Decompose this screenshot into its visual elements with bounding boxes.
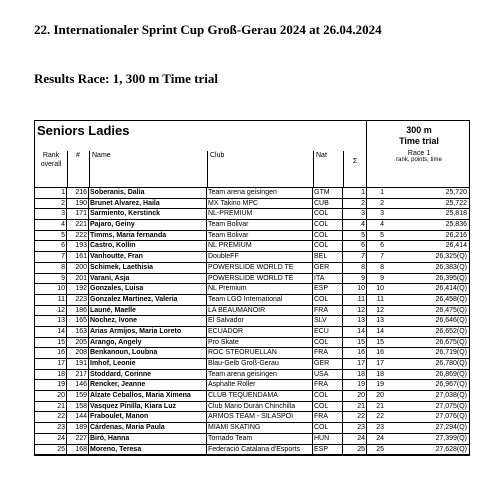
nationality-cell: HUN bbox=[313, 434, 343, 444]
club-cell: Blau-Gelb Groß-Gerau bbox=[207, 359, 313, 369]
category-header bbox=[35, 121, 367, 187]
bib-number-cell: 190 bbox=[67, 199, 89, 209]
bib-number-cell: 144 bbox=[67, 412, 89, 422]
name-cell: Benkanoun, Loubna bbox=[89, 348, 207, 358]
nationality-cell: COL bbox=[313, 338, 343, 348]
table-row bbox=[35, 327, 469, 338]
nationality-cell: COL bbox=[313, 423, 343, 433]
bib-number-cell: 159 bbox=[67, 391, 89, 401]
bib-number-cell: 168 bbox=[67, 445, 89, 455]
race-time-cell: 26,414 bbox=[445, 242, 467, 250]
table-row bbox=[35, 338, 469, 349]
rank-cell: 6 bbox=[35, 241, 67, 251]
col-number-header: # bbox=[76, 152, 80, 159]
name-cell: Pajaro, Geiny bbox=[89, 220, 207, 230]
rank-cell: 12 bbox=[35, 306, 67, 316]
race-rank-cell: 4 bbox=[380, 221, 384, 229]
race-time-cell: 27,038(Q) bbox=[435, 392, 467, 400]
table-row bbox=[35, 402, 469, 413]
bib-number-cell: 201 bbox=[67, 274, 89, 284]
header-divider bbox=[313, 151, 314, 187]
sigma-cell: 11 bbox=[343, 295, 367, 305]
race-rank-cell: 2 bbox=[380, 199, 384, 207]
nationality-cell: BEL bbox=[313, 252, 343, 262]
name-cell: Vanhoutte, Fran bbox=[89, 252, 207, 262]
table-row bbox=[35, 359, 469, 370]
name-cell: Castro, Kollin bbox=[89, 241, 207, 251]
race-rank-cell: 10 bbox=[376, 285, 384, 293]
race-time-cell: 27,399(Q) bbox=[435, 434, 467, 442]
race-rank-cell: 24 bbox=[376, 434, 384, 442]
race-rank-cell: 14 bbox=[376, 327, 384, 335]
col-nat-header: Nat bbox=[316, 152, 327, 159]
name-cell: Imhof, Leonie bbox=[89, 359, 207, 369]
rank-cell: 1 bbox=[35, 188, 67, 198]
sigma-cell: 15 bbox=[343, 338, 367, 348]
club-cell: Team Bolivar bbox=[207, 231, 313, 241]
race-rank-cell: 13 bbox=[376, 317, 384, 325]
race-time-cell: 26,414(Q) bbox=[435, 285, 467, 293]
rank-cell: 9 bbox=[35, 274, 67, 284]
name-cell: Schimek, Laethisia bbox=[89, 263, 207, 273]
race-time-cell: 25,818 bbox=[445, 210, 467, 218]
name-cell: Gonzales, Luisa bbox=[89, 284, 207, 294]
name-cell: Varani, Asja bbox=[89, 274, 207, 284]
club-cell: POWERSLIDE WORLD TE bbox=[207, 263, 313, 273]
rank-cell: 13 bbox=[35, 316, 67, 326]
results-table bbox=[34, 120, 470, 456]
bib-number-cell: 227 bbox=[67, 434, 89, 444]
bib-number-cell: 192 bbox=[67, 284, 89, 294]
club-cell: Team arena geisingen bbox=[207, 188, 313, 198]
table-row bbox=[35, 295, 469, 306]
header-divider bbox=[207, 151, 208, 187]
race-rank-cell: 12 bbox=[376, 306, 384, 314]
club-cell: ECUADOR bbox=[207, 327, 313, 337]
race-time-cell: 26,967(Q) bbox=[435, 381, 467, 389]
table-row bbox=[35, 316, 469, 327]
nationality-cell: GER bbox=[313, 263, 343, 273]
bib-number-cell: 165 bbox=[67, 316, 89, 326]
race-rank-cell: 8 bbox=[380, 263, 384, 271]
table-row bbox=[35, 380, 469, 391]
table-row bbox=[35, 370, 469, 381]
nationality-cell: USA bbox=[313, 370, 343, 380]
rank-cell: 14 bbox=[35, 327, 67, 337]
race-time-cell: 26,869(Q) bbox=[435, 370, 467, 378]
table-row bbox=[35, 188, 469, 199]
club-cell: Team Bolivar bbox=[207, 220, 313, 230]
sigma-cell: 22 bbox=[343, 412, 367, 422]
table-row bbox=[35, 348, 469, 359]
nationality-cell: FRA bbox=[313, 348, 343, 358]
rank-cell: 22 bbox=[35, 412, 67, 422]
rank-cell: 18 bbox=[35, 370, 67, 380]
results-subheading: Results Race: 1, 300 m Time trial bbox=[34, 71, 219, 86]
rank-cell: 17 bbox=[35, 359, 67, 369]
col-name-header: Name bbox=[92, 152, 111, 159]
race-time-cell: 27,294(Q) bbox=[435, 424, 467, 432]
name-cell: Soberanis, Dalia bbox=[89, 188, 207, 198]
table-header bbox=[35, 121, 469, 188]
nationality-cell: COL bbox=[313, 241, 343, 251]
race-time-cell: 25,720 bbox=[445, 189, 467, 196]
race-rank-cell: 25 bbox=[376, 445, 384, 453]
nationality-cell: GTM bbox=[313, 188, 343, 198]
sigma-cell: 12 bbox=[343, 306, 367, 316]
race-rank-cell: 3 bbox=[380, 210, 384, 218]
sigma-cell: 4 bbox=[343, 220, 367, 230]
race-rank-cell: 17 bbox=[376, 360, 384, 367]
club-cell: MIAMI SKATING bbox=[207, 423, 313, 433]
nationality-cell: COL bbox=[313, 209, 343, 219]
club-cell: Team LGO International bbox=[207, 295, 313, 305]
sigma-cell: 8 bbox=[343, 263, 367, 273]
name-cell: Nochez, Ivone bbox=[89, 316, 207, 326]
rank-cell: 3 bbox=[35, 209, 67, 219]
table-row bbox=[35, 423, 469, 434]
race-rank-cell: 22 bbox=[376, 413, 384, 421]
name-cell: Sarmiento, Kerstinck bbox=[89, 209, 207, 219]
table-row bbox=[35, 412, 469, 423]
race-header bbox=[367, 121, 471, 187]
header-divider bbox=[343, 151, 344, 187]
club-cell: MX Takino MPC bbox=[207, 199, 313, 209]
club-cell: Team arena geisingen bbox=[207, 370, 313, 380]
race-columns-description: rank, points, time bbox=[396, 157, 442, 163]
nationality-cell: COL bbox=[313, 231, 343, 241]
race-time-cell: 26,780(Q) bbox=[435, 360, 467, 367]
table-row bbox=[35, 263, 469, 274]
nationality-cell: SLV bbox=[313, 316, 343, 326]
name-cell: Gonzalez Martinez, Valeria bbox=[89, 295, 207, 305]
rank-cell: 16 bbox=[35, 348, 67, 358]
nationality-cell: COL bbox=[313, 220, 343, 230]
nationality-cell: ITA bbox=[313, 274, 343, 284]
table-row bbox=[35, 391, 469, 402]
table-row bbox=[35, 284, 469, 295]
table-row bbox=[35, 241, 469, 252]
nationality-cell: ESP bbox=[313, 284, 343, 294]
col-rank-header: Rank overall bbox=[40, 152, 62, 168]
race-time-cell: 26,216 bbox=[445, 231, 467, 239]
race-time-cell: 27,075(Q) bbox=[435, 402, 467, 410]
race-rank-cell: 19 bbox=[376, 381, 384, 389]
rank-cell: 4 bbox=[35, 220, 67, 230]
table-row bbox=[35, 231, 469, 242]
name-cell: Arango, Angely bbox=[89, 338, 207, 348]
race-time-cell: 26,458(Q) bbox=[435, 295, 467, 303]
rank-cell: 23 bbox=[35, 423, 67, 433]
club-cell: El Salvador bbox=[207, 316, 313, 326]
table-row bbox=[35, 209, 469, 220]
rank-cell: 20 bbox=[35, 391, 67, 401]
name-cell: Fraboulet, Manon bbox=[89, 412, 207, 422]
nationality-cell: FRA bbox=[313, 306, 343, 316]
race-time-cell: 26,325(Q) bbox=[435, 253, 467, 261]
club-cell: Asphalte Roller bbox=[207, 380, 313, 390]
race-rank-cell: 20 bbox=[376, 392, 384, 400]
rank-cell: 24 bbox=[35, 434, 67, 444]
sigma-cell: 21 bbox=[343, 402, 367, 412]
table-row bbox=[35, 434, 469, 445]
race-rank-cell: 11 bbox=[376, 295, 384, 303]
bib-number-cell: 158 bbox=[67, 402, 89, 412]
race-rank-cell: 16 bbox=[376, 349, 384, 357]
race-time-cell: 27,628(Q) bbox=[435, 445, 467, 453]
race-rank-cell: 21 bbox=[376, 402, 384, 410]
club-cell: DoubleFF bbox=[207, 252, 313, 262]
sigma-cell: 13 bbox=[343, 316, 367, 326]
table-row bbox=[35, 306, 469, 317]
table-row bbox=[35, 252, 469, 263]
rank-cell: 19 bbox=[35, 380, 67, 390]
bib-number-cell: 205 bbox=[67, 338, 89, 348]
bib-number-cell: 189 bbox=[67, 423, 89, 433]
sigma-cell: 23 bbox=[343, 423, 367, 433]
race-time-cell: 26,719(Q) bbox=[435, 349, 467, 357]
sigma-cell: 25 bbox=[343, 445, 367, 455]
race-distance: 300 m bbox=[406, 125, 432, 135]
race-type: Time trial bbox=[399, 136, 439, 146]
header-divider bbox=[67, 151, 68, 187]
race-rank-cell: 9 bbox=[380, 274, 384, 282]
club-cell: CLUB TEQUENDAMA bbox=[207, 391, 313, 401]
race-rank-cell: 6 bbox=[380, 242, 384, 250]
club-cell: NL PREMIUM bbox=[207, 241, 313, 251]
sigma-cell: 18 bbox=[343, 370, 367, 380]
bib-number-cell: 200 bbox=[67, 263, 89, 273]
bib-number-cell: 193 bbox=[67, 241, 89, 251]
rank-cell: 15 bbox=[35, 338, 67, 348]
name-cell: Launé, Maelle bbox=[89, 306, 207, 316]
race-rank-cell: 7 bbox=[380, 253, 384, 261]
club-cell: Club Mario Durán Chinchilla bbox=[207, 402, 313, 412]
race-time-cell: 27,076(Q) bbox=[435, 413, 467, 421]
nationality-cell: ECU bbox=[313, 327, 343, 337]
nationality-cell: ESP bbox=[313, 445, 343, 455]
col-club-header: Club bbox=[210, 152, 225, 159]
race-number: Race 1 bbox=[407, 150, 431, 157]
race-time-cell: 25,722 bbox=[445, 199, 467, 207]
club-cell: LA BEAUMANOIR bbox=[207, 306, 313, 316]
race-rank-cell: 23 bbox=[376, 424, 384, 432]
sigma-cell: 17 bbox=[343, 359, 367, 369]
race-time-cell: 26,383(Q) bbox=[435, 263, 467, 271]
club-cell: POWERSLIDE WORLD TE bbox=[207, 274, 313, 284]
bib-number-cell: 191 bbox=[67, 359, 89, 369]
rank-cell: 5 bbox=[35, 231, 67, 241]
race-time-cell: 26,395(Q) bbox=[435, 274, 467, 282]
rank-cell: 21 bbox=[35, 402, 67, 412]
name-cell: Alzate Ceballos, Maria Ximena bbox=[89, 391, 207, 401]
bib-number-cell: 186 bbox=[67, 306, 89, 316]
name-cell: Biró, Hanna bbox=[89, 434, 207, 444]
rank-cell: 10 bbox=[35, 284, 67, 294]
name-cell: Moreno, Teresa bbox=[89, 445, 207, 455]
name-cell: Brunet Alvarez, Haila bbox=[89, 199, 207, 209]
race-time-cell: 26,652(Q) bbox=[435, 327, 467, 335]
sigma-cell: 24 bbox=[343, 434, 367, 444]
rank-cell: 8 bbox=[35, 263, 67, 273]
bib-number-cell: 223 bbox=[67, 295, 89, 305]
sigma-cell: 2 bbox=[343, 199, 367, 209]
rank-cell: 7 bbox=[35, 252, 67, 262]
name-cell: Cárdenas, Maria Paula bbox=[89, 423, 207, 433]
name-cell: Arias Armijos, Maria Loreto bbox=[89, 327, 207, 337]
race-time-cell: 26,675(Q) bbox=[435, 338, 467, 346]
bib-number-cell: 163 bbox=[67, 327, 89, 337]
club-cell: NL-PREMIUM bbox=[207, 209, 313, 219]
table-row bbox=[35, 445, 469, 456]
header-divider bbox=[89, 151, 90, 187]
sigma-cell: 16 bbox=[343, 348, 367, 358]
nationality-cell: FRA bbox=[313, 380, 343, 390]
document-heading: 22. Internationaler Sprint Cup Groß-Gerau 2024 at 26.04.2024 bbox=[34, 22, 382, 37]
race-time-cell: 25,836 bbox=[445, 221, 467, 229]
race-time-cell: 26,646(Q) bbox=[435, 317, 467, 325]
bib-number-cell: 171 bbox=[67, 209, 89, 219]
sigma-cell: 7 bbox=[343, 252, 367, 262]
rank-cell: 2 bbox=[35, 199, 67, 209]
nationality-cell: COL bbox=[313, 295, 343, 305]
sigma-cell: 1 bbox=[343, 188, 367, 198]
name-cell: Rencker, Jeanne bbox=[89, 380, 207, 390]
sigma-cell: 6 bbox=[343, 241, 367, 251]
table-row bbox=[35, 220, 469, 231]
club-cell: ROC STEORUELLAN bbox=[207, 348, 313, 358]
sigma-cell: 19 bbox=[343, 380, 367, 390]
sigma-cell: 9 bbox=[343, 274, 367, 284]
nationality-cell: COL bbox=[313, 402, 343, 412]
nationality-cell: GER bbox=[313, 359, 343, 369]
nationality-cell: CUB bbox=[313, 199, 343, 209]
sigma-cell: 14 bbox=[343, 327, 367, 337]
race-rank-cell: 15 bbox=[376, 338, 384, 346]
nationality-cell: FRA bbox=[313, 412, 343, 422]
bib-number-cell: 222 bbox=[67, 231, 89, 241]
club-cell: Pro Skate bbox=[207, 338, 313, 348]
sigma-cell: 20 bbox=[343, 391, 367, 401]
race-time-cell: 26,475(Q) bbox=[435, 306, 467, 314]
table-row bbox=[35, 274, 469, 285]
bib-number-cell: 216 bbox=[67, 188, 89, 198]
race-rank-cell: 5 bbox=[380, 231, 384, 239]
category-title: Seniors Ladies bbox=[37, 123, 130, 138]
bib-number-cell: 208 bbox=[67, 348, 89, 358]
race-rank-cell: 1 bbox=[380, 189, 384, 196]
name-cell: Vasquez Pinilla, Kiara Luz bbox=[89, 402, 207, 412]
table-body bbox=[35, 188, 469, 455]
nationality-cell: COL bbox=[313, 391, 343, 401]
name-cell: Timms, Maria fernanda bbox=[89, 231, 207, 241]
name-cell: Stoddard, Corinne bbox=[89, 370, 207, 380]
club-cell: Federació Catalana d'Esports bbox=[207, 445, 313, 455]
sigma-cell: 3 bbox=[343, 209, 367, 219]
sigma-cell: 5 bbox=[343, 231, 367, 241]
col-sigma-header: Σ bbox=[352, 158, 358, 165]
rank-cell: 25 bbox=[35, 445, 67, 455]
bib-number-cell: 217 bbox=[67, 370, 89, 380]
bib-number-cell: 161 bbox=[67, 252, 89, 262]
sigma-cell: 10 bbox=[343, 284, 367, 294]
race-rank-cell: 18 bbox=[376, 370, 384, 378]
club-cell: ARMOS TEAM - SILASPOI bbox=[207, 412, 313, 422]
club-cell: NL Premium bbox=[207, 284, 313, 294]
rank-cell: 11 bbox=[35, 295, 67, 305]
table-row bbox=[35, 199, 469, 210]
bib-number-cell: 146 bbox=[67, 380, 89, 390]
bib-number-cell: 221 bbox=[67, 220, 89, 230]
club-cell: Tornado Team bbox=[207, 434, 313, 444]
